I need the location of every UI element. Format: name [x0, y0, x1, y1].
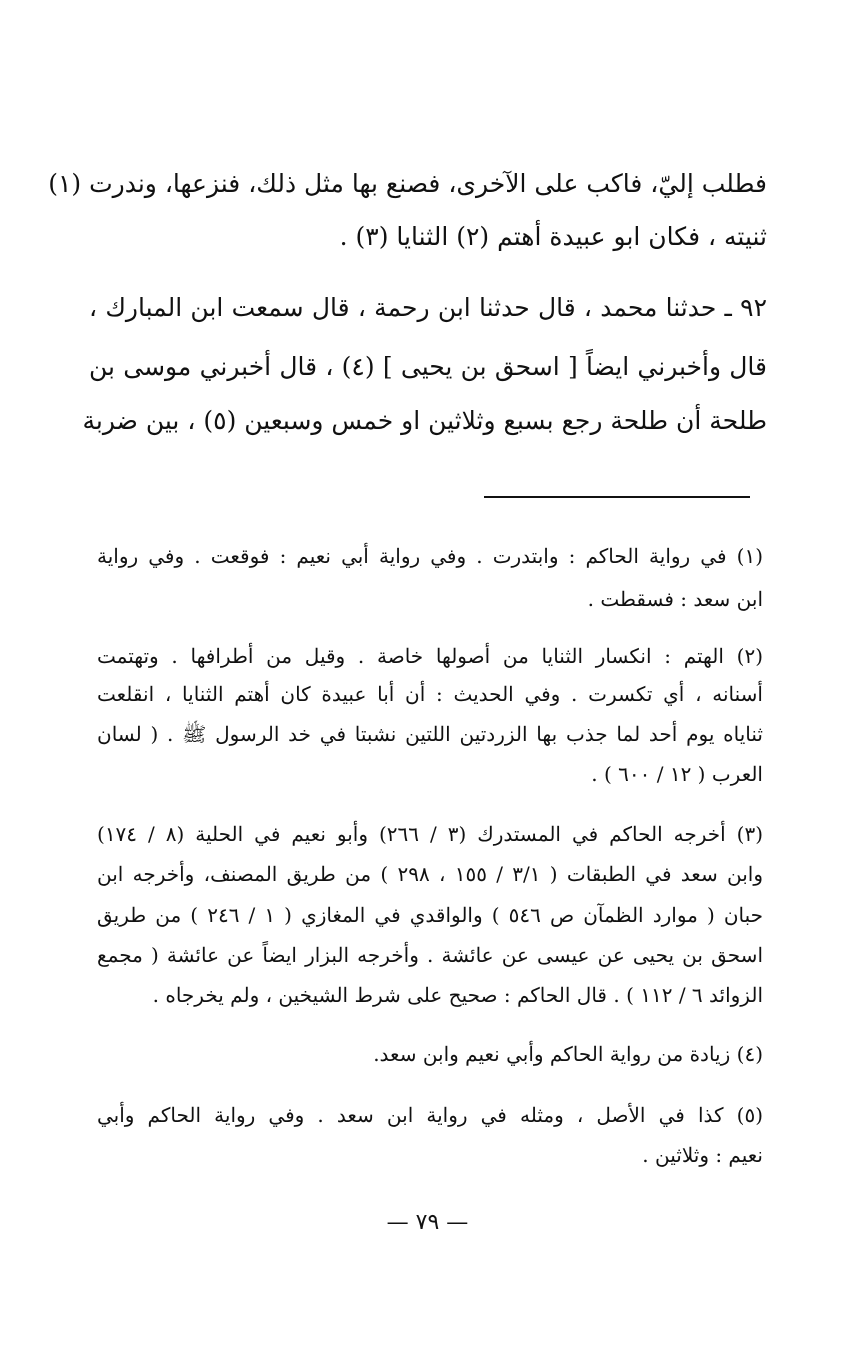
body-text-line: فطلب إليّ، فاكب على الآخرى، فصنع بها مثل ذلك، فنزعها، وندرت (١) [48, 169, 767, 198]
footnote-5-line: (٥) كذا في الأصل ، ومثله في رواية ابن سعد . وفي رواية الحاكم وأبي [97, 1103, 763, 1127]
body-text-line: ثنيته ، فكان ابو عبيدة أهتم (٢) الثنايا (٣) . [339, 222, 767, 251]
footnote-3-line: حبان ( موارد الظمآن ص ٥٤٦ ) والواقدي في المغازي ( ١ / ٢٤٦ ) من طريق [97, 903, 764, 927]
footnote-3-line: اسحق بن يحيى عن عيسى عن عائشة . وأخرجه البزار ايضاً عن عائشة ( مجمع [97, 943, 763, 967]
hadith-92-line: ٩٢ ـ حدثنا محمد ، قال حدثنا ابن رحمة ، قال سمعت ابن المبارك ، [89, 293, 767, 322]
footnote-1-line: (١) في رواية الحاكم : وابتدرت . وفي رواية أبي نعيم : فوقعت . وفي رواية [97, 544, 763, 568]
footnote-2-line: العرب ( ١٢ / ٦٠٠ ) . [591, 762, 763, 786]
hadith-92-line: طلحة أن طلحة رجع بسبع وثلاثين او خمس وسبعين (٥) ، بين ضربة [82, 406, 767, 435]
footnote-1-line: ابن سعد : فسقطت . [587, 587, 763, 611]
footnote-separator [484, 496, 750, 498]
footnote-4-line: (٤) زيادة من رواية الحاكم وأبي نعيم وابن سعد. [373, 1042, 763, 1066]
footnote-2-line: ثناياه يوم أحد لما جذب بها الزردتين اللتين نشبتا في خد الرسول ﷺ . ( لسان [97, 722, 763, 746]
footnote-3-line: وابن سعد في الطبقات ( ٣/١ / ١٥٥ ، ٢٩٨ ) من طريق المصنف، وأخرجه ابن [97, 862, 763, 886]
footnote-3-line: (٣) أخرجه الحاكم في المستدرك (٣ / ٢٦٦) وأبو نعيم في الحلية (٨ / ١٧٤) [97, 822, 763, 846]
page-number: — ٧٩ — [386, 1210, 469, 1235]
footnote-2-line: أسنانه ، أي تكسرت . وفي الحديث : أن أبا عبيدة كان أهتم الثنايا ، انقلعت [97, 682, 763, 706]
footnote-5-line: نعيم : وثلاثين . [642, 1143, 763, 1167]
footnote-3-line: الزوائد ٦ / ١١٢ ) . قال الحاكم : صحيح على شرط الشيخين ، ولم يخرجاه . [152, 983, 763, 1007]
hadith-92-line: قال وأخبرني ايضاً [ اسحق بن يحيى ] (٤) ، قال أخبرني موسى بن [89, 352, 767, 381]
footnote-2-line: (٢) الهتم : انكسار الثنايا من أصولها خاصة . وقيل من أطرافها . وتهتمت [97, 644, 763, 668]
